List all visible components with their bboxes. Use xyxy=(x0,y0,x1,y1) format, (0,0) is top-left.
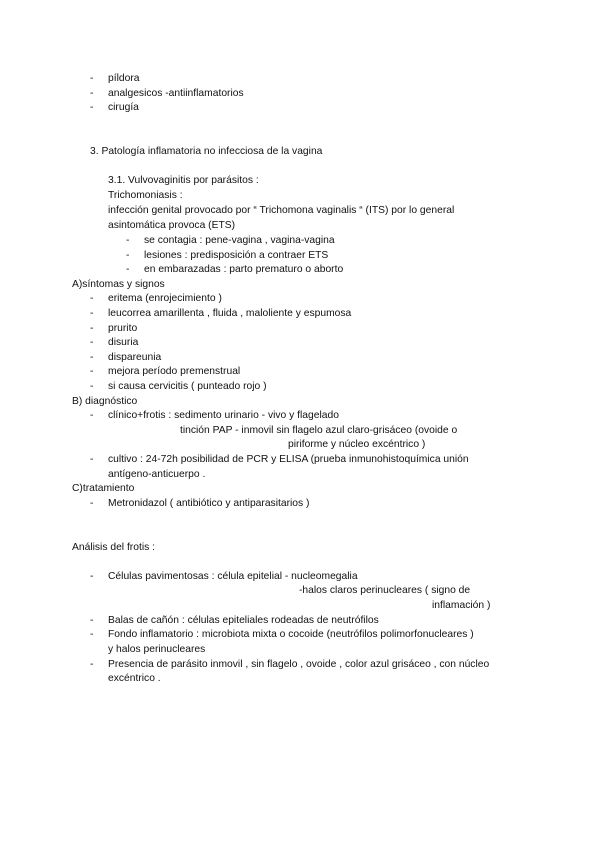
treatment-item: Metronidazol ( antibiótico y antiparasitarios ) xyxy=(108,498,310,509)
bullet-dash: - xyxy=(126,250,130,261)
smear-parasite: excéntrico . xyxy=(108,673,161,684)
bullet-dash: - xyxy=(126,264,130,275)
symptom-item: eritema (enrojecimiento ) xyxy=(108,293,222,304)
bullet-dash: - xyxy=(90,410,94,421)
diagnosis-clinical: piriforme y núcleo excéntrico ) xyxy=(288,439,426,450)
smear-cells: Células pavimentosas : célula epitelial - nucleomegalia xyxy=(108,571,358,582)
bullet-dash: - xyxy=(90,615,94,626)
list-item: analgesicos -antiinflamatorios xyxy=(108,88,244,99)
bullet-dash: - xyxy=(90,659,94,670)
description-line: infección genital provocado por “ Trichomona vaginalis “ (ITS) por lo general xyxy=(108,205,455,216)
bullet-dash: - xyxy=(90,308,94,319)
organism-title: Trichomoniasis : xyxy=(108,190,183,201)
subsection-heading: 3.1. Vulvovaginitis por parásitos : xyxy=(108,175,259,186)
bullet-dash: - xyxy=(90,73,94,84)
description-line: asintomática provoca (ETS) xyxy=(108,220,236,231)
bullet-dash: - xyxy=(90,337,94,348)
diagnosis-culture: antígeno-anticuerpo . xyxy=(108,469,206,480)
diagnosis-clinical: tinción PAP - inmovil sin flagelo azul claro-grisáceo (ovoide o xyxy=(180,425,458,436)
bullet-dash: - xyxy=(90,454,94,465)
bullet-dash: - xyxy=(90,366,94,377)
diagnosis-clinical: clínico+frotis : sedimento urinario - vivo y flagelado xyxy=(108,410,339,421)
diagnosis-heading: B) diagnóstico xyxy=(72,396,138,407)
smear-heading: Análisis del frotis : xyxy=(72,542,155,553)
smear-cells: -halos claros perinucleares ( signo de xyxy=(299,585,471,596)
treatment-heading: C)tratamiento xyxy=(72,483,135,494)
smear-background: y halos perinucleares xyxy=(108,644,206,655)
fact-item: en embarazadas : parto prematuro o aborto xyxy=(144,264,344,275)
symptom-item: dispareunia xyxy=(108,352,162,363)
symptoms-heading: A)síntomas y signos xyxy=(72,279,165,290)
bullet-dash: - xyxy=(90,571,94,582)
bullet-dash: - xyxy=(126,235,130,246)
bullet-dash: - xyxy=(90,323,94,334)
diagnosis-culture: cultivo : 24-72h posibilidad de PCR y ELISA (prueba inmunohistoquímica unión xyxy=(108,454,469,465)
bullet-dash: - xyxy=(90,498,94,509)
bullet-dash: - xyxy=(90,88,94,99)
fact-item: se contagia : pene-vagina , vagina-vagina xyxy=(144,235,335,246)
bullet-dash: - xyxy=(90,352,94,363)
section-heading: 3. Patología inflamatoria no infecciosa de la vagina xyxy=(90,146,323,157)
smear-parasite: Presencia de parásito inmovil , sin flagelo , ovoide , color azul grisáceo , con núcleo xyxy=(108,659,490,670)
symptom-item: mejora período premenstrual xyxy=(108,366,241,377)
bullet-dash: - xyxy=(90,102,94,113)
bullet-dash: - xyxy=(90,629,94,640)
bullet-dash: - xyxy=(90,293,94,304)
symptom-item: si causa cervicitis ( punteado rojo ) xyxy=(108,381,267,392)
list-item: píldora xyxy=(108,73,140,84)
symptom-item: leucorrea amarillenta , fluida , maloliente y espumosa xyxy=(108,308,352,319)
smear-cells: inflamación ) xyxy=(432,600,491,611)
list-item: cirugía xyxy=(108,102,139,113)
fact-item: lesiones : predisposición a contraer ETS xyxy=(144,250,329,261)
symptom-item: disuria xyxy=(108,337,139,348)
bullet-dash: - xyxy=(90,381,94,392)
smear-background: Fondo inflamatorio : microbiota mixta o cocoide (neutrófilos polimorfonucleares ) xyxy=(108,629,474,640)
smear-balls: Balas de cañón : células epiteliales rodeadas de neutrófilos xyxy=(108,615,379,626)
symptom-item: prurito xyxy=(108,323,138,334)
